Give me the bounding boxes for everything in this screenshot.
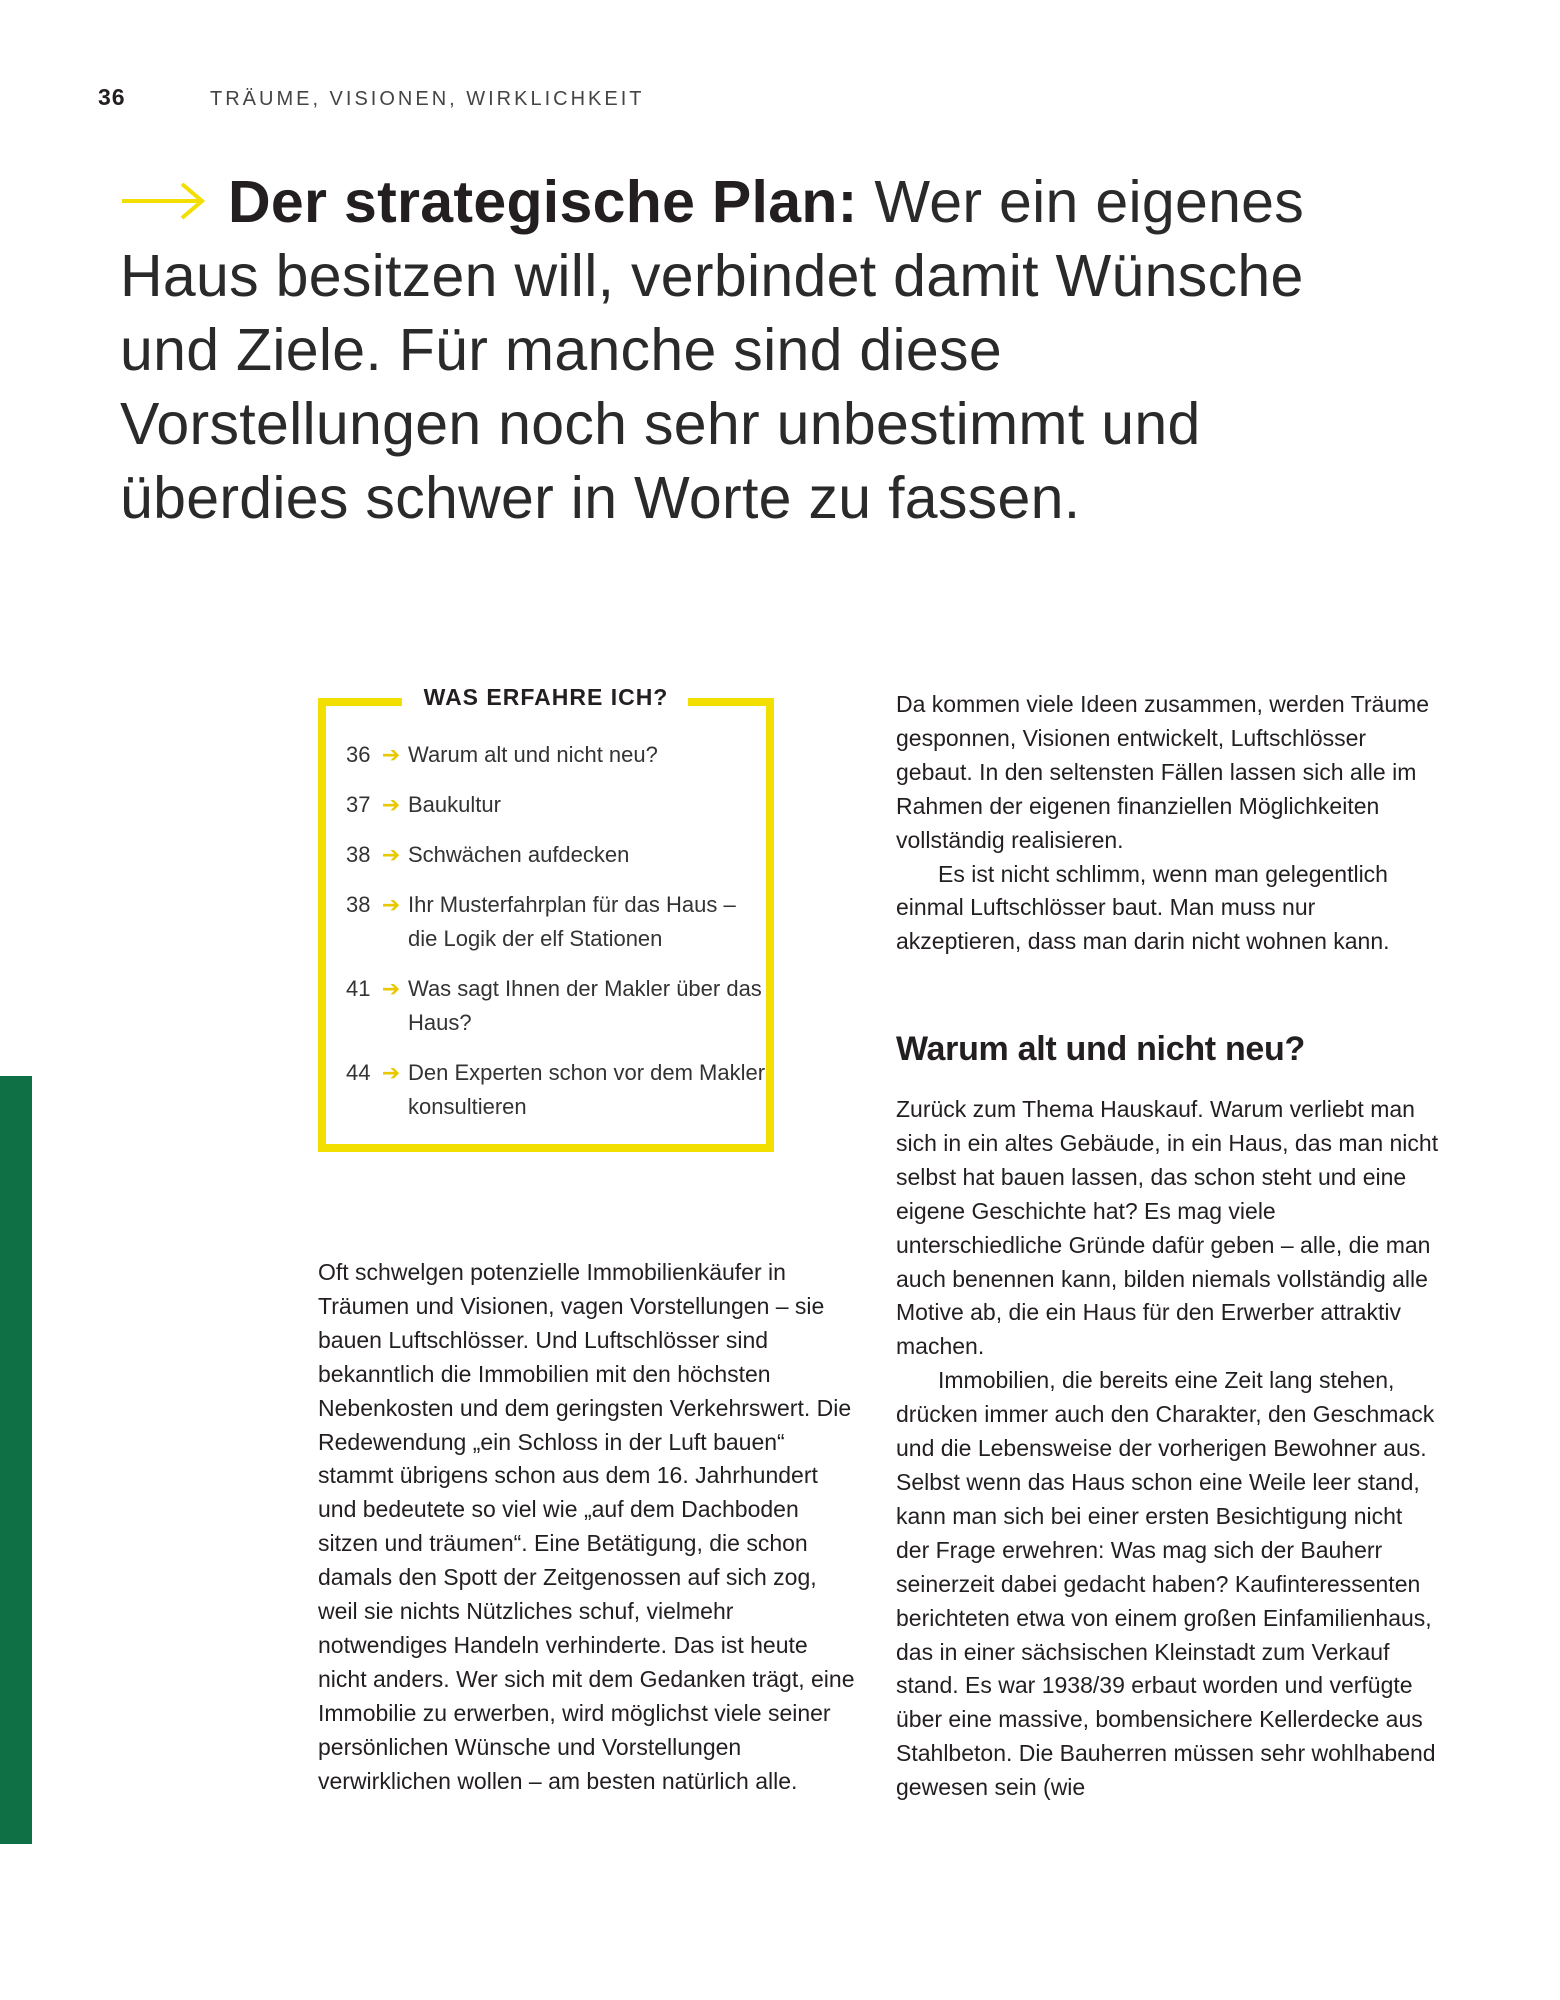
arrow-right-icon: ➔ bbox=[381, 1060, 401, 1085]
page-header bbox=[98, 84, 644, 111]
toc-page-number: 38 bbox=[346, 892, 371, 917]
arrow-right-icon: ➔ bbox=[381, 792, 401, 817]
arrow-right-icon: ➔ bbox=[381, 976, 401, 1001]
body-paragraph: Es ist nicht schlimm, wenn man gelegentlich einmal Luftschlösser baut. Man muss nur akzeptieren, dass man darin nicht wohnen kann. bbox=[896, 860, 1390, 955]
toc-page-number: 38 bbox=[346, 842, 371, 867]
section-heading: Warum alt und nicht neu? bbox=[896, 1030, 1305, 1068]
arrow-right-icon bbox=[120, 164, 206, 238]
arrow-right-icon: ➔ bbox=[381, 742, 401, 767]
running-head: TRÄUME, VISIONEN, WIRKLICHKEIT bbox=[210, 88, 645, 110]
body-paragraph: Da kommen viele Ideen zusammen, werden Träume gesponnen, Visionen entwickelt, Luftschlösser gebaut. In den seltensten Fällen lassen sich alle im Rahmen der eigenen finanziellen Möglichkeiten vollständig realisieren. bbox=[896, 691, 1430, 853]
intro-lead: Der strategische Plan: bbox=[228, 169, 858, 235]
toc-page-number: 41 bbox=[346, 976, 371, 1001]
body-column-right-bottom bbox=[896, 1093, 1441, 1805]
toc-label: Baukultur bbox=[408, 792, 501, 817]
toc-page-number: 37 bbox=[346, 792, 371, 817]
body-paragraph: Zurück zum Thema Hauskauf. Warum verliebt man sich in ein altes Gebäude, in ein Haus, das man nicht selbst hat bauen lassen, das schon steht und eine eigene Geschichte hat? Es mag viele unterschiedliche Gründe dafür geben – alle, die man auch benennen kann, bilden niemals vollständig alle Motive ab, die ein Haus für den Erwerber attraktiv machen. bbox=[896, 1096, 1439, 1360]
toc-item[interactable] bbox=[346, 788, 766, 822]
toc-label: Warum alt und nicht neu? bbox=[408, 742, 658, 767]
toc-label: Ihr Musterfahrplan für das Haus – die Logik der elf Stationen bbox=[408, 892, 736, 951]
toc-page-number: 36 bbox=[346, 742, 371, 767]
body-paragraph-left: Oft schwelgen potenzielle Immobilienkäufer in Träumen und Visionen, vagen Vorstellungen – sie bauen Luftschlösser. Und Luftschlösser sind bekanntlich die Immobilien mit den höchsten Nebenkosten und dem geringsten Verkehrswert. Die Redewendung „ein Schloss in der Luft bauen“ stammt übrigens schon aus dem 16. Jahrhundert und bedeutete so viel wie „auf dem Dachboden sitzen und träumen“. Eine Betätigung, die schon damals den Spott der Zeitgenossen auf sich zog, weil sie nichts Nützliches schuf, vielmehr notwendiges Handeln verhinderte. Das ist heute nicht anders. Wer sich mit dem Gedanken trägt, eine Immobilie zu erwerben, wird möglichst viele seiner persönlichen Wünsche und Vorstellungen verwirklichen wollen – am besten natürlich alle. bbox=[318, 1259, 855, 1794]
page-number: 36 bbox=[98, 84, 126, 110]
toc-item[interactable] bbox=[346, 838, 766, 872]
chapter-contents-box bbox=[318, 684, 774, 1152]
body-paragraph: Immobilien, die bereits eine Zeit lang stehen, drücken immer auch den Charakter, den Geschmack und die Lebensweise der vorherigen Bewohner aus. Selbst wenn das Haus schon eine Weile leer stand, kann man sich bei einer ersten Besichtigung nicht der Frage erwehren: Was mag sich der Bauherr seinerzeit dabei gedacht haben? Kaufinteressenten berichteten etwa von einem großen Einfamilienhaus, das in einer sächsischen Kleinstadt zum Verkauf stand. Es war 1938/39 erbaut worden und verfügte über eine massive, bombensichere Kellerdecke aus Stahlbeton. Die Bauherren müssen sehr wohlhabend gewesen sein (wie bbox=[896, 1367, 1436, 1801]
toc-label: Den Experten schon vor dem Makler konsultieren bbox=[408, 1060, 766, 1119]
toc-item[interactable] bbox=[346, 888, 766, 956]
toc-list bbox=[346, 738, 766, 1140]
toc-label: Schwächen aufdecken bbox=[408, 842, 630, 867]
toc-title: WAS ERFAHRE ICH? bbox=[423, 684, 669, 710]
toc-item[interactable] bbox=[346, 738, 766, 772]
toc-item[interactable] bbox=[346, 972, 766, 1040]
body-column-right-top bbox=[896, 688, 1441, 959]
intro-statement bbox=[120, 165, 1350, 535]
toc-label: Was sagt Ihnen der Makler über das Haus? bbox=[408, 976, 762, 1035]
toc-page-number: 44 bbox=[346, 1060, 371, 1085]
intro-text: Wer ein eigenes Haus besitzen will, verbindet damit Wünsche und Ziele. Für manche sind diese Vorstellungen noch sehr unbestimmt und überdies schwer in Worte zu fassen. bbox=[120, 169, 1305, 531]
arrow-right-icon: ➔ bbox=[381, 842, 401, 867]
arrow-right-icon: ➔ bbox=[381, 892, 401, 917]
chapter-color-bar bbox=[0, 1076, 32, 1844]
toc-item[interactable] bbox=[346, 1056, 766, 1124]
